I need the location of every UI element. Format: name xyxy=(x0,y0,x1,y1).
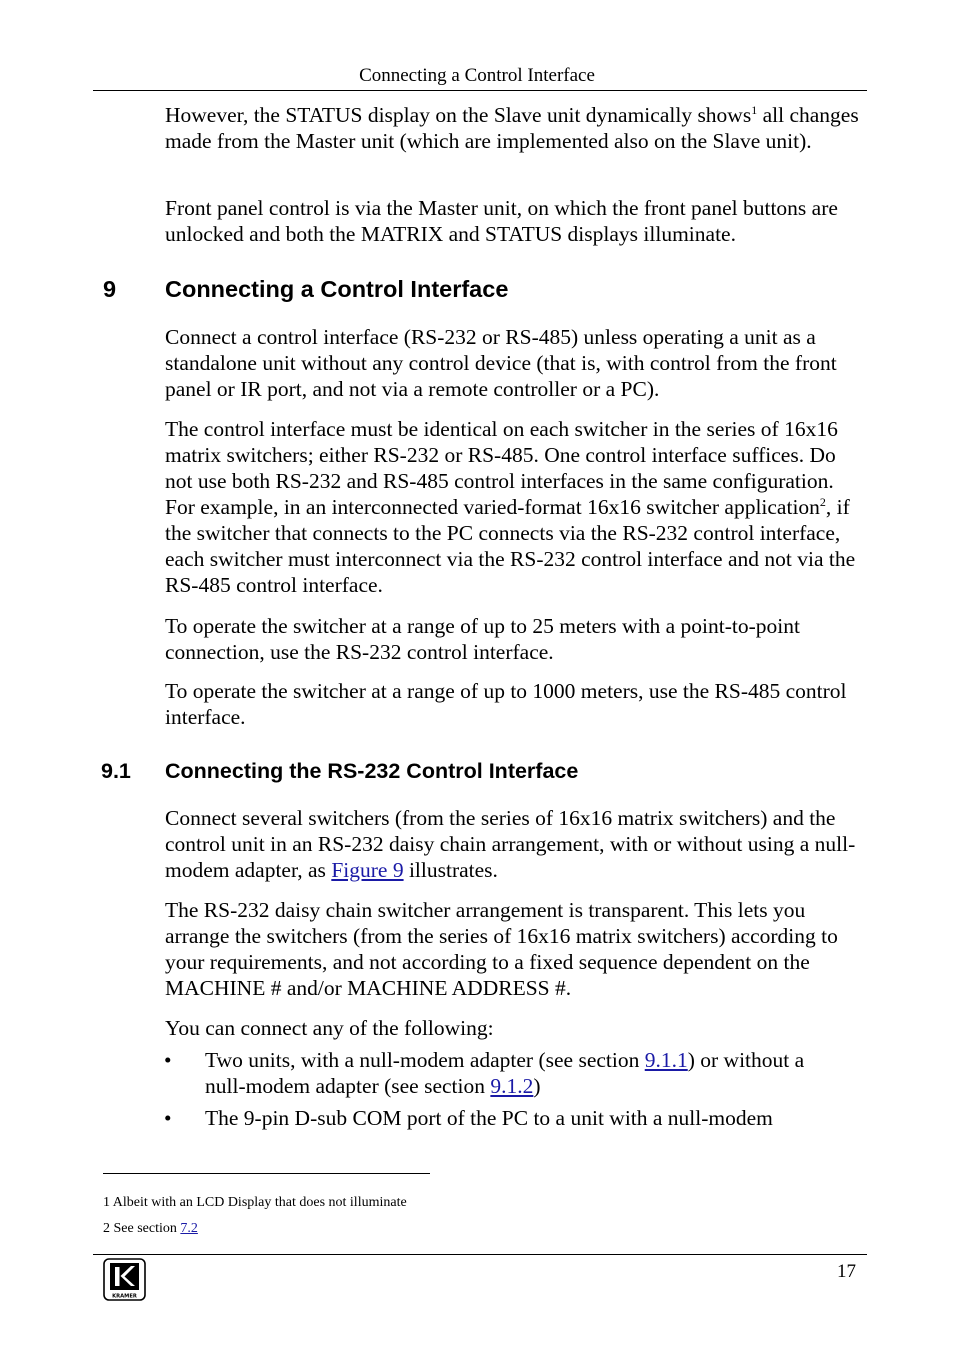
running-header: Connecting a Control Interface xyxy=(359,65,595,86)
intro-p1-text-b: all changes made from the Master unit (which are implemented also on the Slave unit). xyxy=(165,103,859,153)
s9-p2-text-b: , if the switcher that connects to the PC connects via the RS-232 control interface, each switcher must interconnect via the RS-232 control interface and not via the RS-485 control interface. xyxy=(165,495,856,597)
section-9-1-paragraph-3: You can connect any of the following: xyxy=(165,1016,494,1040)
section-7-2-link[interactable]: 7.2 xyxy=(180,1221,198,1236)
s91-p1-text-b: illustrates. xyxy=(403,858,498,882)
section-9-1-paragraph-1 xyxy=(165,805,865,883)
s91-p1-text-a: Connect several switchers (from the series of 16x16 matrix switchers) and the control unit in an RS-232 daisy chain arrangement, with or without using a null-modem adapter, as xyxy=(165,806,856,882)
section-9-paragraph-2 xyxy=(165,416,865,598)
b1-text-b: ) or without a null-modem adapter (see section xyxy=(205,1048,805,1098)
footnote-2 xyxy=(103,1220,198,1238)
section-9-paragraph-1: Connect a control interface (RS-232 or RS-485) unless operating a unit as a standalone unit without any control device (that is, with control from the front panel or IR port, and not via a remote controller or a PC). xyxy=(165,325,837,401)
section-9-1-2-link[interactable]: 9.1.2 xyxy=(490,1074,534,1098)
section-9-1-title: Connecting the RS-232 Control Interface xyxy=(165,759,579,783)
section-9-title: Connecting a Control Interface xyxy=(165,276,509,302)
intro-paragraph-2: Front panel control is via the Master unit, on which the front panel buttons are unlocked and both the MATRIX and STATUS displays illuminate. xyxy=(165,196,838,246)
section-9-paragraph-3: To operate the switcher at a range of up to 25 meters with a point-to-point connection, use the RS-232 control interface. xyxy=(165,614,800,664)
bullet-marker-2: • xyxy=(164,1106,172,1130)
s9-p2-text-a: The control interface must be identical on each switcher in the series of 16x16 matrix switchers; either RS-232 or RS-485. One control interface suffices. Do not use both RS-232 and RS-485 control interfaces in the same configuration. For example, in an interconnected varied-format 16x16 switcher application xyxy=(165,417,838,519)
section-9-number: 9 xyxy=(103,276,117,302)
footnote-divider xyxy=(103,1173,430,1174)
bullet-item-2: The 9-pin D-sub COM port of the PC to a unit with a null-modem xyxy=(205,1106,773,1130)
section-9-1-number: 9.1 xyxy=(101,759,131,783)
page-number: 17 xyxy=(837,1261,856,1282)
footnote-ref-2[interactable]: 2 xyxy=(819,495,826,509)
b1-text-a: Two units, with a null-modem adapter (see section xyxy=(205,1048,645,1072)
footnote-ref-1[interactable]: 1 xyxy=(751,103,758,117)
bullet-marker-1: • xyxy=(164,1048,172,1072)
fn2-text: 2 See section xyxy=(103,1221,181,1236)
footnote-1: 1 Albeit with an LCD Display that does not illuminate xyxy=(103,1195,407,1210)
footer-divider xyxy=(93,1254,867,1255)
logo-wordmark: KRAMER xyxy=(112,1293,137,1300)
header-divider xyxy=(93,90,867,91)
section-9-1-1-link[interactable]: 9.1.1 xyxy=(644,1048,688,1072)
section-9-1-paragraph-2: The RS-232 daisy chain switcher arrangement is transparent. This lets you arrange the switchers (from the series of 16x16 matrix switchers) according to your requirements, and not according to a fixed sequence dependent on the MACHINE # and/or MACHINE ADDRESS #. xyxy=(165,898,838,1000)
b1-text-c: ) xyxy=(533,1074,541,1098)
section-9-paragraph-4: To operate the switcher at a range of up to 1000 meters, use the RS-485 control interface. xyxy=(165,679,847,729)
kramer-logo xyxy=(103,1258,146,1301)
bullet-item-1 xyxy=(205,1047,845,1099)
figure-9-link[interactable]: Figure 9 xyxy=(331,858,404,882)
intro-paragraph-1 xyxy=(165,102,865,154)
intro-p1-text-a: However, the STATUS display on the Slave unit dynamically shows xyxy=(165,103,752,127)
